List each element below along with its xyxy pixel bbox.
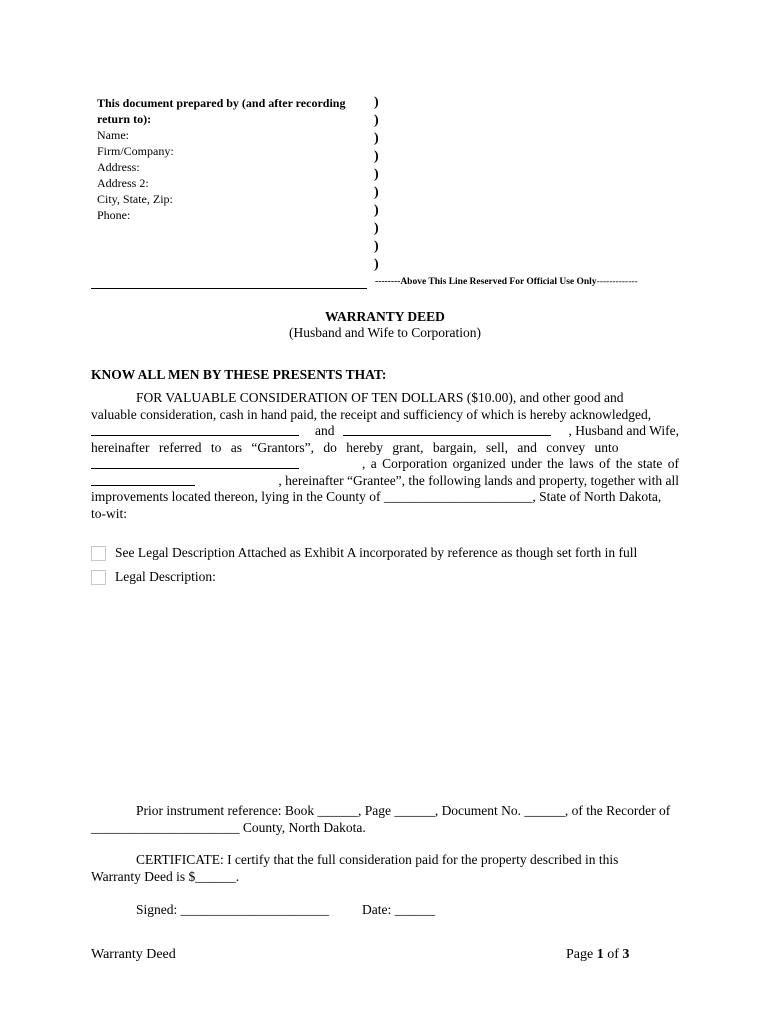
grantor-1-blank[interactable] bbox=[91, 423, 299, 436]
field-firm: Firm/Company: bbox=[97, 144, 174, 158]
legal-description-checkbox[interactable] bbox=[91, 570, 106, 585]
body-line-2: valuable consideration, cash in hand paid, the receipt and sufficiency of which is hereby acknowledged, bbox=[91, 406, 652, 422]
body-line-7: improvements located thereon, lying in the County of ______________________, State of North Dakota, bbox=[91, 489, 662, 504]
certificate-line-1: CERTIFICATE: I certify that the full consideration paid for the property described in this bbox=[136, 852, 619, 867]
option-legal-label: Legal Description: bbox=[115, 569, 216, 584]
prior-line-1: Prior instrument reference: Book ______, Page ______, Document No. ______, of the Recorder of bbox=[136, 803, 671, 818]
intro-heading: KNOW ALL MEN BY THESE PRESENTS THAT: bbox=[91, 367, 387, 382]
prepared-by-heading: This document prepared by (and after recording return to): bbox=[97, 96, 346, 126]
field-city-state-zip: City, State, Zip: bbox=[97, 192, 173, 206]
official-use-dashes: -------- bbox=[375, 277, 401, 287]
field-phone: Phone: bbox=[97, 208, 131, 222]
exhibit-checkbox[interactable] bbox=[91, 546, 106, 561]
state-blank[interactable] bbox=[91, 473, 195, 486]
grantor-2-blank[interactable] bbox=[343, 423, 551, 436]
body-line-4: hereinafter referred to as “Grantors”, do hereby grant, bargain, sell, and convey unto bbox=[91, 439, 619, 455]
official-use-tail: ------------- bbox=[596, 277, 638, 287]
page-subtitle: (Husband and Wife to Corporation) bbox=[289, 325, 481, 340]
grantee-blank[interactable] bbox=[91, 456, 299, 469]
prior-instrument bbox=[91, 803, 679, 836]
option-exhibit-label: See Legal Description Attached as Exhibit A incorporated by reference as though set forth in full bbox=[115, 545, 638, 560]
page-title: WARRANTY DEED bbox=[325, 309, 445, 324]
body-and: and bbox=[315, 423, 335, 438]
body-line-8: to-wit: bbox=[91, 505, 127, 521]
page-mid: of bbox=[603, 947, 623, 962]
certificate-line-2: Warranty Deed is $______. bbox=[91, 868, 240, 884]
option-legal-row[interactable] bbox=[91, 569, 216, 585]
paren-column: ) ) ) ) ) ) ) ) ) ) bbox=[374, 95, 379, 272]
field-address-2: Address 2: bbox=[97, 176, 149, 190]
signed-field: Signed: ______________________ bbox=[136, 902, 330, 917]
body-line-6-tail: , hereinafter “Grantee”, the following lands and property, together with all bbox=[278, 472, 679, 488]
prepared-by-block bbox=[97, 95, 377, 223]
date-field: Date: ______ bbox=[362, 902, 436, 917]
page-current: 1 bbox=[596, 947, 604, 962]
body-line-3-row bbox=[91, 423, 679, 440]
body-line-6-row bbox=[91, 473, 679, 490]
footer-page-number bbox=[566, 947, 629, 963]
footer-doc-name: Warranty Deed bbox=[91, 947, 176, 962]
body-paragraph bbox=[91, 390, 679, 522]
official-use-text: Above This Line Reserved For Official Use Only bbox=[400, 277, 597, 287]
page-prefix: Page bbox=[566, 947, 597, 962]
body-line-8-row bbox=[91, 506, 679, 523]
body-line-5-row bbox=[91, 456, 679, 473]
body-line-3-tail: , Husband and Wife, bbox=[568, 423, 679, 438]
page-total: 3 bbox=[622, 947, 630, 962]
certificate bbox=[91, 852, 679, 885]
official-use-divider bbox=[91, 288, 367, 289]
body-line-2-row bbox=[91, 407, 679, 424]
prior-line-2: ______________________ County, North Dakota. bbox=[91, 819, 366, 835]
field-address: Address: bbox=[97, 160, 140, 174]
body-line-4-row bbox=[91, 440, 679, 457]
body-line-7-row bbox=[91, 489, 679, 506]
body-line-1: FOR VALUABLE CONSIDERATION OF TEN DOLLARS ($10.00), and other good and bbox=[136, 390, 624, 405]
field-name: Name: bbox=[97, 128, 129, 142]
option-exhibit-row[interactable] bbox=[91, 545, 637, 561]
body-line-5-tail: , a Corporation organized under the laws of the state of bbox=[361, 456, 679, 471]
official-use-label bbox=[375, 277, 638, 287]
